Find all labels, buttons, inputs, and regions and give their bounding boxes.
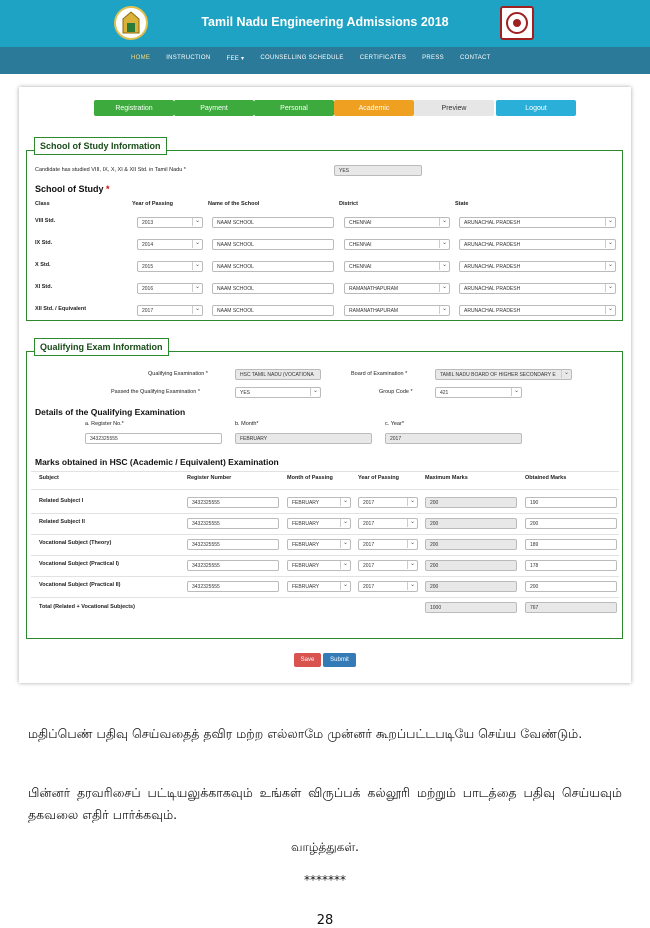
step-personal[interactable]: Personal	[254, 100, 334, 116]
year-select[interactable]: 2015 ⌄	[137, 261, 203, 272]
subject-label: Vocational Subject (Practical I)	[39, 561, 119, 567]
district-select[interactable]: RAMANATHAPURAM ⌄	[344, 305, 450, 316]
greeting: வாழ்த்துகள்.	[291, 840, 359, 854]
row-divider	[31, 555, 619, 556]
step-logout[interactable]: Logout	[496, 100, 576, 116]
step-registration[interactable]: Registration	[94, 100, 174, 116]
group-code-select[interactable]: 421 ⌄	[435, 387, 522, 398]
obtained-marks-input[interactable]: 190	[525, 497, 617, 508]
qualifying-section-title: Qualifying Exam Information	[34, 338, 169, 356]
row-divider	[31, 534, 619, 535]
nav-item[interactable]: FEE ▾	[226, 56, 245, 62]
month-select[interactable]: FEBRUARY ⌄	[287, 518, 351, 529]
nav-item[interactable]: CONTACT	[459, 55, 491, 61]
school-class-label: XII Std. / Equivalent	[35, 306, 87, 312]
step-preview[interactable]: Preview	[414, 100, 494, 116]
school-col-header: Year of Passing	[132, 201, 173, 207]
district-select[interactable]: CHENNAI ⌄	[344, 239, 450, 250]
state-select[interactable]: ARUNACHAL PRADESH ⌄	[459, 283, 616, 294]
header-bar	[0, 0, 650, 47]
qualifying-exam-label: Qualifying Examination *	[148, 371, 208, 377]
paragraph-1: மதிப்பெண் பதிவு செய்வதைத் தவிர மற்ற எல்லாமே முன்னர் கூறப்பட்டபடியே செய்ய வேண்டும்.	[28, 726, 583, 741]
register-no-input[interactable]: 3432325555	[85, 433, 222, 444]
nav-item[interactable]: HOME	[131, 55, 151, 61]
total-obtained-field: 767	[525, 602, 617, 613]
nav-item[interactable]: PRESS	[422, 55, 444, 61]
register-number-input[interactable]: 3432325555	[187, 497, 279, 508]
year-select[interactable]: 2017 ⌄	[358, 518, 418, 529]
progress-steps	[94, 100, 576, 116]
school-of-study-heading: School of Study *	[35, 184, 110, 194]
stars-divider: *******	[304, 873, 346, 887]
district-select[interactable]: CHENNAI ⌄	[344, 217, 450, 228]
state-select[interactable]: ARUNACHAL PRADESH ⌄	[459, 261, 616, 272]
year-select[interactable]: 2017 ⌄	[137, 305, 203, 316]
subject-label: Related Subject I	[39, 498, 84, 504]
month-select[interactable]: FEBRUARY ⌄	[287, 497, 351, 508]
row-divider	[31, 576, 619, 577]
school-col-header: Name of the School	[208, 201, 260, 207]
row-divider	[31, 513, 619, 514]
register-number-input[interactable]: 3432325555	[187, 581, 279, 592]
nav-bar	[0, 47, 650, 74]
subject-label: Vocational Subject (Practical II)	[39, 582, 121, 588]
year-select[interactable]: 2017 ⌄	[358, 497, 418, 508]
step-academic[interactable]: Academic	[334, 100, 414, 116]
school-name-input[interactable]: NAAM SCHOOL	[212, 239, 334, 250]
marks-col-header: Month of Passing	[287, 475, 333, 481]
school-class-label: X Std.	[35, 262, 51, 268]
register-number-input[interactable]: 3432325555	[187, 560, 279, 571]
district-select[interactable]: RAMANATHAPURAM ⌄	[344, 283, 450, 294]
school-name-input[interactable]: NAAM SCHOOL	[212, 217, 334, 228]
year-field: 2017	[385, 433, 522, 444]
month-select[interactable]: FEBRUARY ⌄	[287, 581, 351, 592]
max-marks-field: 200	[425, 560, 517, 571]
marks-col-header: Subject	[39, 475, 59, 481]
year-select[interactable]: 2016 ⌄	[137, 283, 203, 294]
register-number-input[interactable]: 3432325555	[187, 539, 279, 550]
candidate-field: YES	[334, 165, 422, 176]
school-name-input[interactable]: NAAM SCHOOL	[212, 261, 334, 272]
row-divider	[31, 597, 619, 598]
paragraph-2: பின்னர் தரவரிசைப் பட்டியலுக்காகவும் உங்கள் விருப்பக் கல்லூரி மற்றும் பாடத்தை பதிவு செய்யவும் தகவலை எதிர் பார்க்கவும்.	[28, 785, 622, 822]
school-col-header: Class	[35, 201, 50, 207]
marks-col-header: Year of Passing	[358, 475, 399, 481]
school-class-label: IX Std.	[35, 240, 53, 246]
max-marks-field: 200	[425, 581, 517, 592]
board-label: Board of Examination *	[351, 371, 408, 377]
page-number: 28	[316, 913, 334, 928]
form-card	[19, 87, 631, 683]
save-button[interactable]: Save	[294, 653, 321, 667]
year-select[interactable]: 2013 ⌄	[137, 217, 203, 228]
month-field: FEBRUARY	[235, 433, 372, 444]
school-name-input[interactable]: NAAM SCHOOL	[212, 283, 334, 294]
school-col-header: State	[455, 201, 469, 207]
marks-col-header: Obtained Marks	[525, 475, 567, 481]
nav-item[interactable]: CERTIFICATES	[359, 55, 407, 61]
passed-label: Passed the Qualifying Examination *	[111, 389, 200, 395]
nav-item[interactable]: INSTRUCTION	[166, 55, 211, 61]
candidate-label: Candidate has studied VIII, IX, X, XI & XII Std. in Tamil Nadu *	[35, 167, 186, 173]
state-select[interactable]: ARUNACHAL PRADESH ⌄	[459, 217, 616, 228]
passed-select[interactable]: YES ⌄	[235, 387, 321, 398]
school-section-title: School of Study Information	[34, 137, 167, 155]
school-section	[26, 150, 623, 321]
anna-university-logo	[500, 6, 534, 40]
obtained-marks-input[interactable]: 200	[525, 518, 617, 529]
state-select[interactable]: ARUNACHAL PRADESH ⌄	[459, 239, 616, 250]
nav-item[interactable]: COUNSELLING SCHEDULE	[260, 55, 344, 61]
board-select: TAMIL NADU BOARD OF HIGHER SECONDARY E ⌄	[435, 369, 572, 380]
district-select[interactable]: CHENNAI ⌄	[344, 261, 450, 272]
year-select[interactable]: 2017 ⌄	[358, 539, 418, 550]
register-no-label: a. Register No.*	[85, 421, 124, 427]
school-name-input[interactable]: NAAM SCHOOL	[212, 305, 334, 316]
year-select[interactable]: 2014 ⌄	[137, 239, 203, 250]
details-heading: Details of the Qualifying Examination	[35, 407, 186, 417]
submit-button[interactable]: Submit	[323, 653, 356, 667]
step-payment[interactable]: Payment	[174, 100, 254, 116]
month-select[interactable]: FEBRUARY ⌄	[287, 560, 351, 571]
qualifying-section	[26, 351, 623, 639]
subject-label: Related Subject II	[39, 519, 85, 525]
obtained-marks-input[interactable]: 189	[525, 539, 617, 550]
subject-label: Vocational Subject (Theory)	[39, 540, 112, 546]
row-divider	[31, 471, 619, 472]
group-code-label: Group Code *	[379, 389, 413, 395]
marks-col-header: Register Number	[187, 475, 232, 481]
year-select[interactable]: 2017 ⌄	[358, 560, 418, 571]
school-class-label: XI Std.	[35, 284, 53, 290]
max-marks-field: 200	[425, 539, 517, 550]
total-max-field: 1000	[425, 602, 517, 613]
marks-col-header: Maximum Marks	[425, 475, 468, 481]
school-class-label: VIII Std.	[35, 218, 56, 224]
max-marks-field: 200	[425, 518, 517, 529]
obtained-marks-input[interactable]: 200	[525, 581, 617, 592]
year-label: c. Year*	[385, 421, 404, 427]
site-title: Tamil Nadu Engineering Admissions 2018	[201, 15, 449, 29]
year-select[interactable]: 2017 ⌄	[358, 581, 418, 592]
obtained-marks-input[interactable]: 178	[525, 560, 617, 571]
state-select[interactable]: ARUNACHAL PRADESH ⌄	[459, 305, 616, 316]
marks-heading: Marks obtained in HSC (Academic / Equivalent) Examination	[35, 457, 279, 467]
month-select[interactable]: FEBRUARY ⌄	[287, 539, 351, 550]
school-col-header: District	[339, 201, 358, 207]
max-marks-field: 200	[425, 497, 517, 508]
qualifying-exam-field: HSC TAMIL NADU (VOCATIONA	[235, 369, 321, 380]
month-label: b. Month*	[235, 421, 259, 427]
register-number-input[interactable]: 3432325555	[187, 518, 279, 529]
row-divider	[31, 489, 619, 490]
total-label: Total (Related + Vocational Subjects)	[39, 604, 135, 610]
